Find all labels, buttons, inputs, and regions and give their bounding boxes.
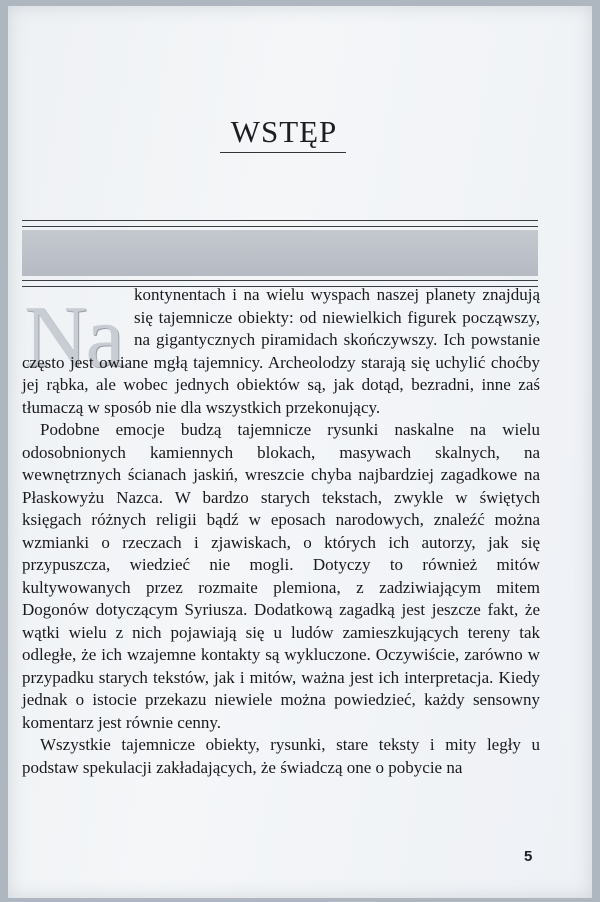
band-rule-top-2: [22, 226, 538, 227]
paragraph-2: Podobne emocje budzą tajemnicze rysunki naskalne na wielu odosobnionych kamiennych blokach, masywach skalnych, na wewnętrznych ścianach jaskiń, wreszcie chyba najbardziej zagadkowe na Płaskowyżu Nazca. W bardzo starych tekstach, zwykle w świętych księgach różnych religii bądź w eposach narodowych, znaleźć można wzmianki o rzeczach i zjawiskach, o których ich autorzy, jak się przypuszcza, wiedzieć nie mogli. Dotyczy to również mitów kultywowanych przez rozmaite plemiona, z zadziwiającym mitem Dogonów dotyczącym Syriusza. Dodatkową zagadką jest jeszcze fakt, że wątki wielu z nich pojawiają się u ludów zamieszkujących tereny tak odległe, że ich wzajemne kontakty są wykluczone. Oczywiście, zarówno w przypadku starych tekstów, jak i mitów, ważna jest ich interpretacja. Kiedy jednak o istocie przekazu niewiele można powiedzieć, każdy sensowny komentarz jest równie cenny.: [22, 420, 540, 732]
band-rule-top-1: [22, 220, 538, 221]
paragraph-3: Wszystkie tajemnicze obiekty, rysunki, stare teksty i mity legły u podstaw spekulacji zakładających, że świadczą one o pobycie na: [22, 735, 540, 777]
body-text: [22, 284, 540, 779]
decorative-gray-band: [22, 230, 538, 276]
drop-cap: Na: [24, 289, 123, 386]
chapter-title: WSTĘP: [230, 114, 338, 149]
book-page: [8, 6, 592, 898]
title-underline: [220, 152, 346, 153]
band-rule-bottom-1: [22, 280, 538, 281]
drop-cap-spacer: [22, 284, 134, 350]
page-number: 5: [524, 848, 533, 865]
intro-paragraph: kontynentach i na wielu wyspach naszej planety znajdują się tajemnicze obiekty: od niewielkich figurek począwszy, na gigantycznych piramidach skończywszy. Ich powstanie często jest owiane mgłą tajemnicy. Archeolodzy starają się uchylić choćby jej rąbka, ale wobec jednych obiektów są, jak dotąd, bezradni, inne zaś tłumaczą w sposób nie dla wszystkich przekonujący.: [22, 285, 540, 417]
